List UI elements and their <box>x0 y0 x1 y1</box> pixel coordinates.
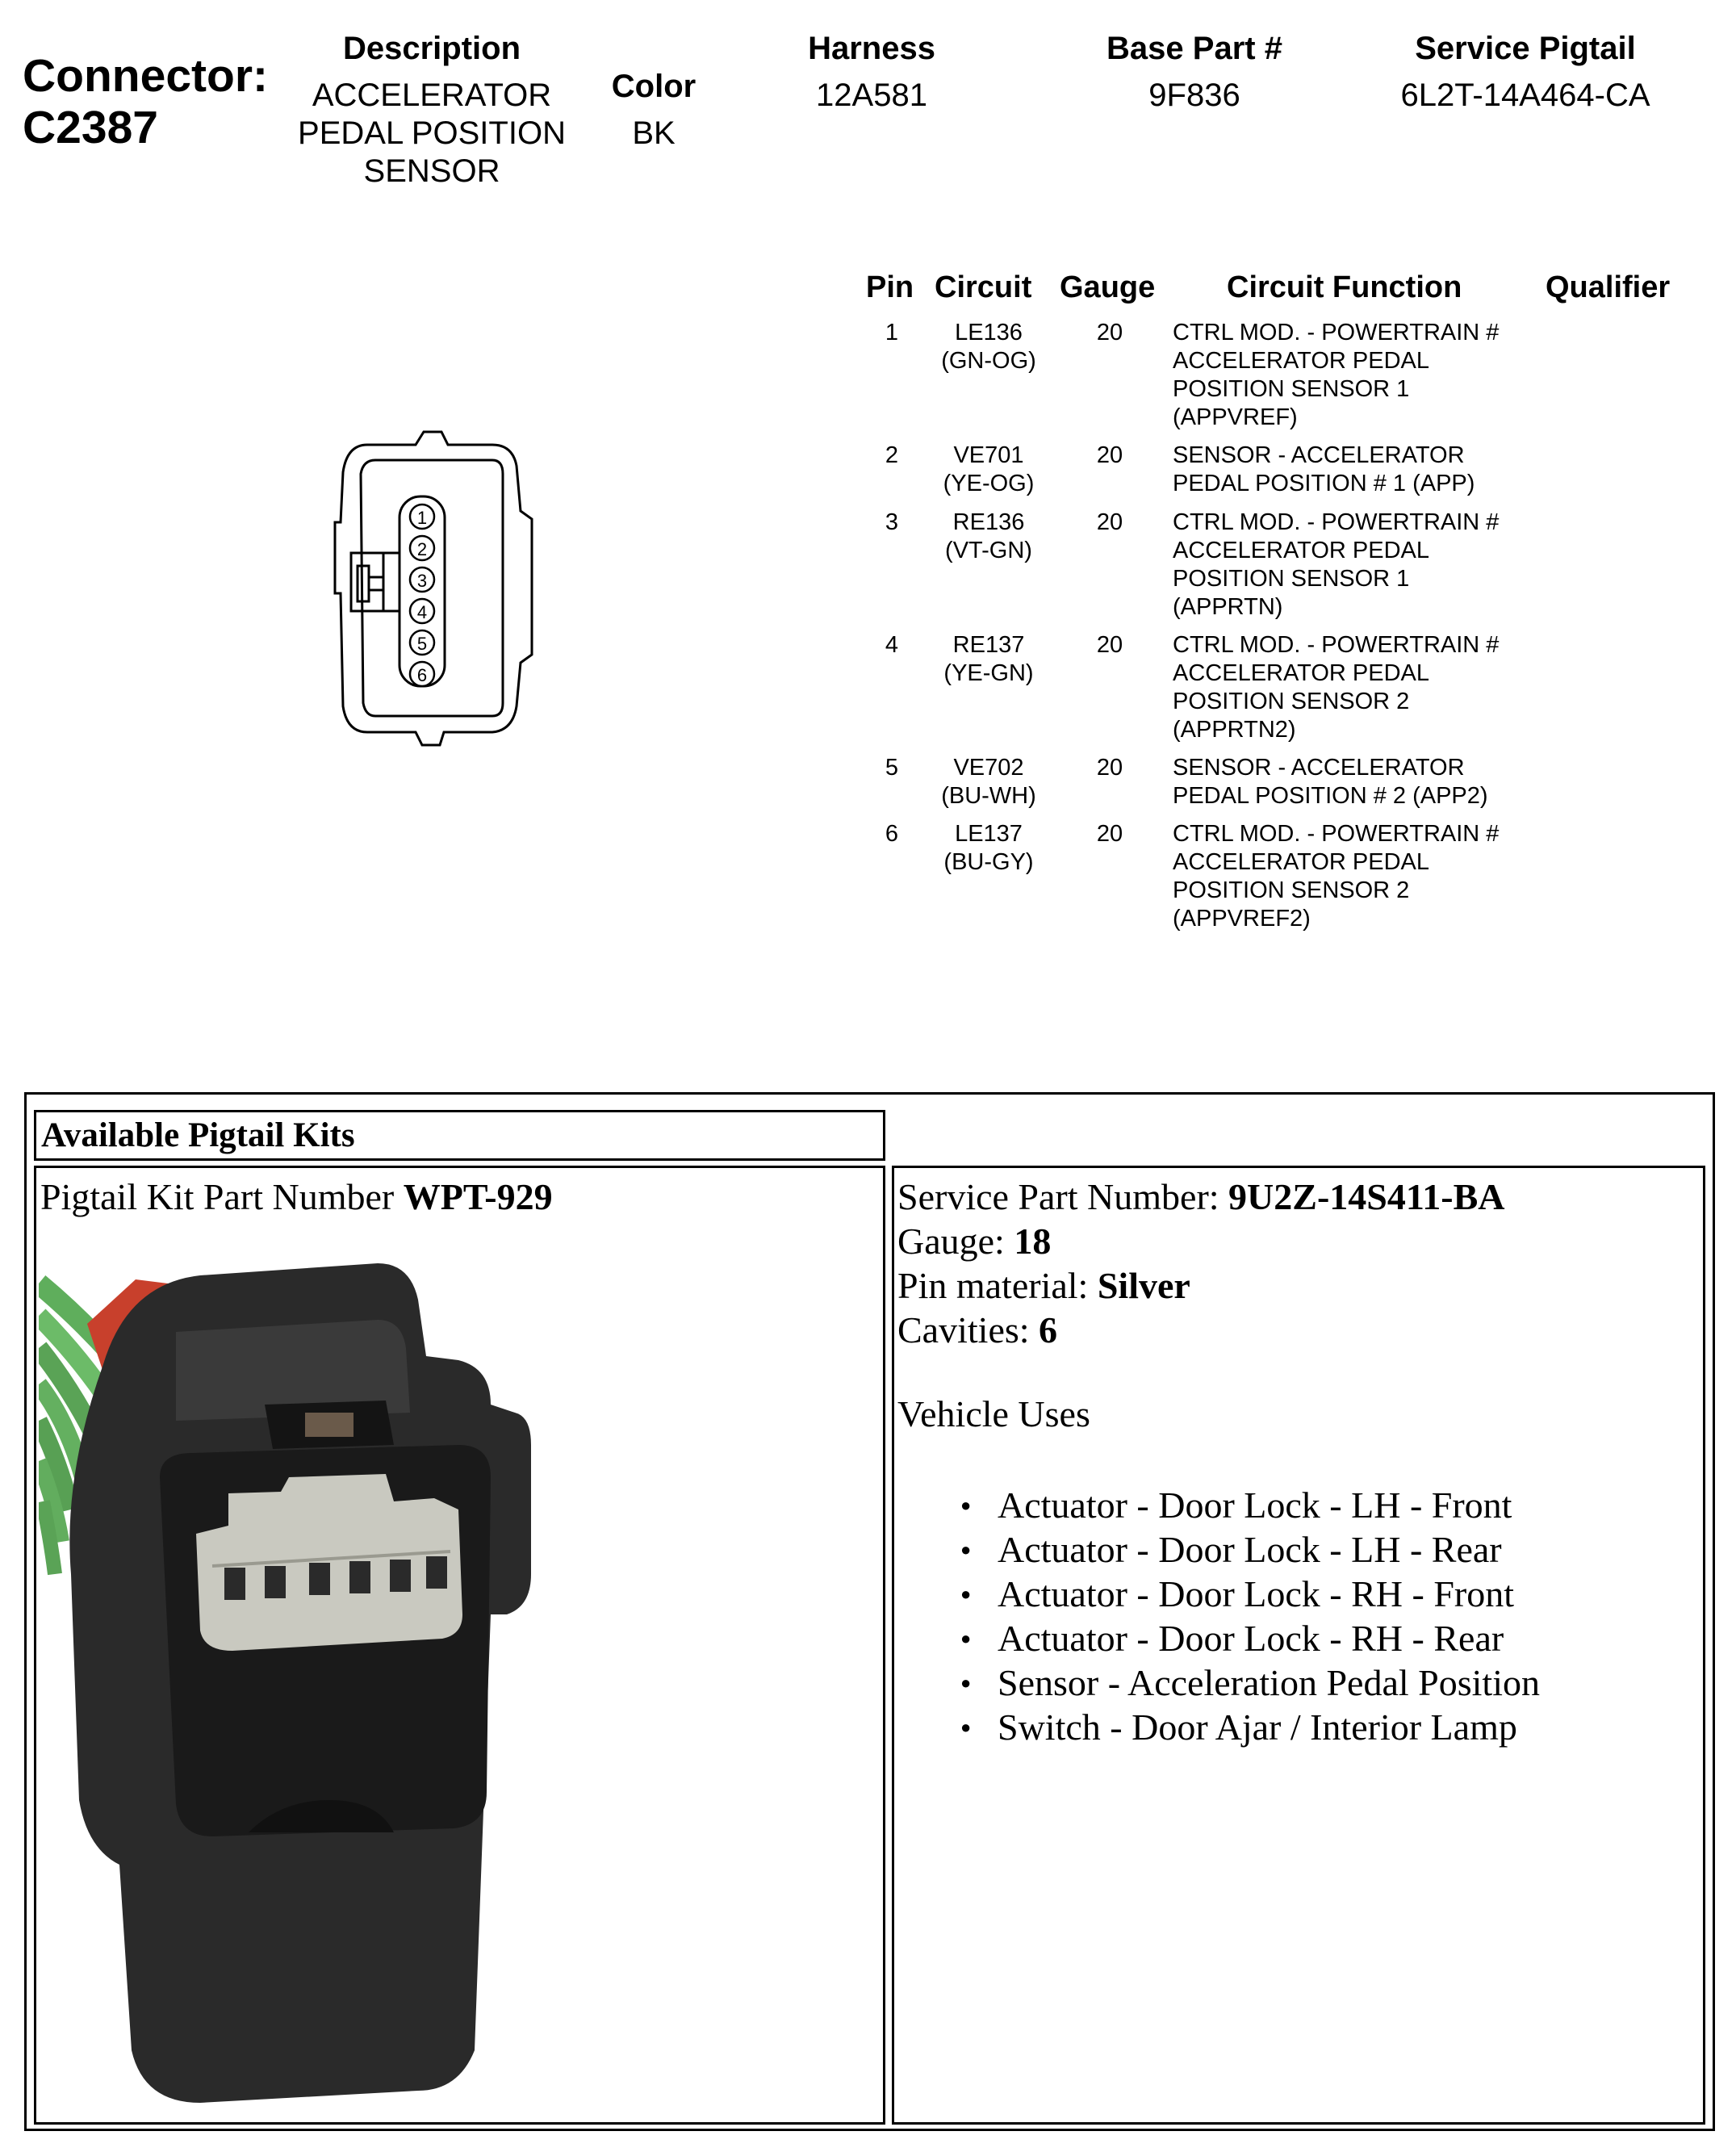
pigtail-kits-title: Available Pigtail Kits <box>41 1116 355 1154</box>
function-line: (APPVREF) <box>1173 404 1298 430</box>
function-line: SENSOR - ACCELERATOR <box>1173 442 1465 468</box>
qualifier-header: Qualifier <box>1546 270 1671 304</box>
function-line: POSITION SENSOR 1 <box>1173 376 1410 402</box>
gauge-spec-value: 18 <box>1014 1221 1052 1262</box>
harness-label: Harness <box>808 31 935 66</box>
wire-color: (BU-GY) <box>943 849 1034 875</box>
circuit-id: LE137 <box>955 821 1023 847</box>
cavity-6 <box>410 662 434 686</box>
circuit-cell <box>928 820 1049 877</box>
service-part-value: 9U2Z-14S411-BA <box>1228 1176 1505 1217</box>
circuit-cell <box>928 509 1049 565</box>
wire-color: (BU-WH) <box>941 783 1036 809</box>
circuit-id: VE702 <box>953 755 1024 781</box>
cavity-label: 6 <box>416 665 428 685</box>
cavity-3 <box>410 567 434 592</box>
wire-color: (YE-GN) <box>943 660 1034 686</box>
circuit-id: LE136 <box>955 320 1023 345</box>
function-cell <box>1173 631 1499 744</box>
function-line: PEDAL POSITION # 2 (APP2) <box>1173 783 1488 809</box>
vehicle-uses-list <box>960 1483 1540 1749</box>
pin-number: 6 <box>885 821 899 847</box>
description-label: Description <box>342 31 521 66</box>
cavity-pins <box>410 505 434 686</box>
cavity-4 <box>410 599 434 623</box>
pin-header: Pin <box>866 270 914 304</box>
circuit-cell <box>928 442 1049 498</box>
vehicle-use-item: ● Actuator - Door Lock - LH - Front <box>960 1483 1540 1527</box>
color-label: Color <box>611 69 696 104</box>
function-cell <box>1173 319 1499 432</box>
gauge-cell: 20 <box>1096 442 1123 468</box>
function-line: ACCELERATOR PEDAL <box>1173 660 1430 686</box>
connector-id: C2387 <box>23 102 158 153</box>
harness-value: 12A581 <box>816 77 927 113</box>
vehicle-use-item: ● Actuator - Door Lock - LH - Rear <box>960 1527 1540 1572</box>
pigtail-kit-part-number <box>40 1175 553 1218</box>
function-line: POSITION SENSOR 2 <box>1173 877 1410 903</box>
function-cell <box>1173 820 1499 933</box>
gauge-cell: 20 <box>1096 632 1123 658</box>
function-cell <box>1173 754 1488 810</box>
vehicle-uses-title: Vehicle Uses <box>897 1393 1090 1434</box>
base-part-value: 9F836 <box>1148 77 1240 113</box>
pin-number: 1 <box>885 320 899 345</box>
function-cell <box>1173 442 1475 498</box>
function-line: ACCELERATOR PEDAL <box>1173 849 1430 875</box>
vehicle-use-item: ● Actuator - Door Lock - RH - Rear <box>960 1616 1540 1660</box>
pin-material-spec <box>897 1264 1190 1307</box>
cavities-spec <box>897 1308 1057 1351</box>
gauge-spec <box>897 1220 1051 1262</box>
circuit-id: RE137 <box>952 632 1025 658</box>
vehicle-use-item: ● Sensor - Acceleration Pedal Position <box>960 1660 1540 1705</box>
function-line: CTRL MOD. - POWERTRAIN # <box>1173 509 1500 535</box>
service-pigtail-value: 6L2T-14A464-CA <box>1400 77 1650 113</box>
cavity-label: 1 <box>416 508 428 528</box>
cavity-label: 5 <box>416 634 428 654</box>
cavity-label: 3 <box>416 571 428 591</box>
circuit-cell <box>928 631 1049 688</box>
function-line: (APPRTN2) <box>1173 717 1296 743</box>
description-line: SENSOR <box>363 153 500 189</box>
description-line: PEDAL POSITION <box>298 115 566 151</box>
cavity-label: 2 <box>416 539 428 559</box>
pigtail-kits-title-cell <box>34 1110 885 1161</box>
function-line: (APPVREF2) <box>1173 906 1311 932</box>
cavities-value: 6 <box>1039 1309 1058 1350</box>
pin-material-value: Silver <box>1097 1265 1190 1306</box>
function-line: CTRL MOD. - POWERTRAIN # <box>1173 320 1500 345</box>
function-line: POSITION SENSOR 1 <box>1173 566 1410 592</box>
cavity-5 <box>410 630 434 655</box>
gauge-spec-label: Gauge: <box>897 1221 1014 1262</box>
pin-number: 4 <box>885 632 899 658</box>
circuit-cell <box>928 754 1049 810</box>
color-value: BK <box>632 115 676 151</box>
connector-title <box>23 50 268 153</box>
function-line: CTRL MOD. - POWERTRAIN # <box>1173 632 1500 658</box>
service-pigtail-label: Service Pigtail <box>1415 31 1636 66</box>
circuit-id: RE136 <box>952 509 1025 535</box>
kit-label: Pigtail Kit Part Number <box>40 1176 404 1217</box>
gauge-cell: 20 <box>1096 320 1123 345</box>
cavity-1 <box>410 505 434 529</box>
function-line: (APPRTN) <box>1173 594 1283 620</box>
function-line: ACCELERATOR PEDAL <box>1173 538 1430 563</box>
gauge-cell: 20 <box>1096 755 1123 781</box>
service-part-label: Service Part Number: <box>897 1176 1229 1217</box>
function-cell <box>1173 509 1499 622</box>
connector-label: Connector: <box>23 50 268 102</box>
pin-material-label: Pin material: <box>897 1265 1098 1306</box>
wire-color: (GN-OG) <box>941 348 1036 374</box>
cavity-label: 4 <box>416 602 428 622</box>
base-part-label: Base Part # <box>1106 31 1282 66</box>
gauge-cell: 20 <box>1096 821 1123 847</box>
function-line: CTRL MOD. - POWERTRAIN # <box>1173 821 1500 847</box>
connector-face-diagram <box>319 416 545 763</box>
gauge-header: Gauge <box>1060 270 1156 304</box>
kit-number: WPT-929 <box>403 1176 553 1217</box>
pin-number: 3 <box>885 509 899 535</box>
vehicle-use-item: ● Actuator - Door Lock - RH - Front <box>960 1572 1540 1616</box>
cavities-label: Cavities: <box>897 1309 1040 1350</box>
function-line: PEDAL POSITION # 1 (APP) <box>1173 471 1475 496</box>
vehicle-use-item: ● Switch - Door Ajar / Interior Lamp <box>960 1705 1540 1749</box>
function-line: SENSOR - ACCELERATOR <box>1173 755 1465 781</box>
gray-insert <box>196 1474 462 1651</box>
description-value <box>282 77 581 191</box>
function-header: Circuit Function <box>1227 270 1462 304</box>
circuit-id: VE701 <box>953 442 1024 468</box>
pin-number: 5 <box>885 755 899 781</box>
wire-color: (YE-OG) <box>943 471 1035 496</box>
pin-number: 2 <box>885 442 899 468</box>
function-line: POSITION SENSOR 2 <box>1173 689 1410 714</box>
gauge-cell: 20 <box>1096 509 1123 535</box>
circuit-cell <box>928 319 1049 375</box>
wire-color: (VT-GN) <box>945 538 1032 563</box>
pigtail-connector-photo <box>39 1235 878 2119</box>
cavity-2 <box>410 536 434 560</box>
circuit-header: Circuit <box>935 270 1032 304</box>
description-line: ACCELERATOR <box>312 77 552 113</box>
function-line: ACCELERATOR PEDAL <box>1173 348 1430 374</box>
service-part-number <box>897 1175 1505 1218</box>
